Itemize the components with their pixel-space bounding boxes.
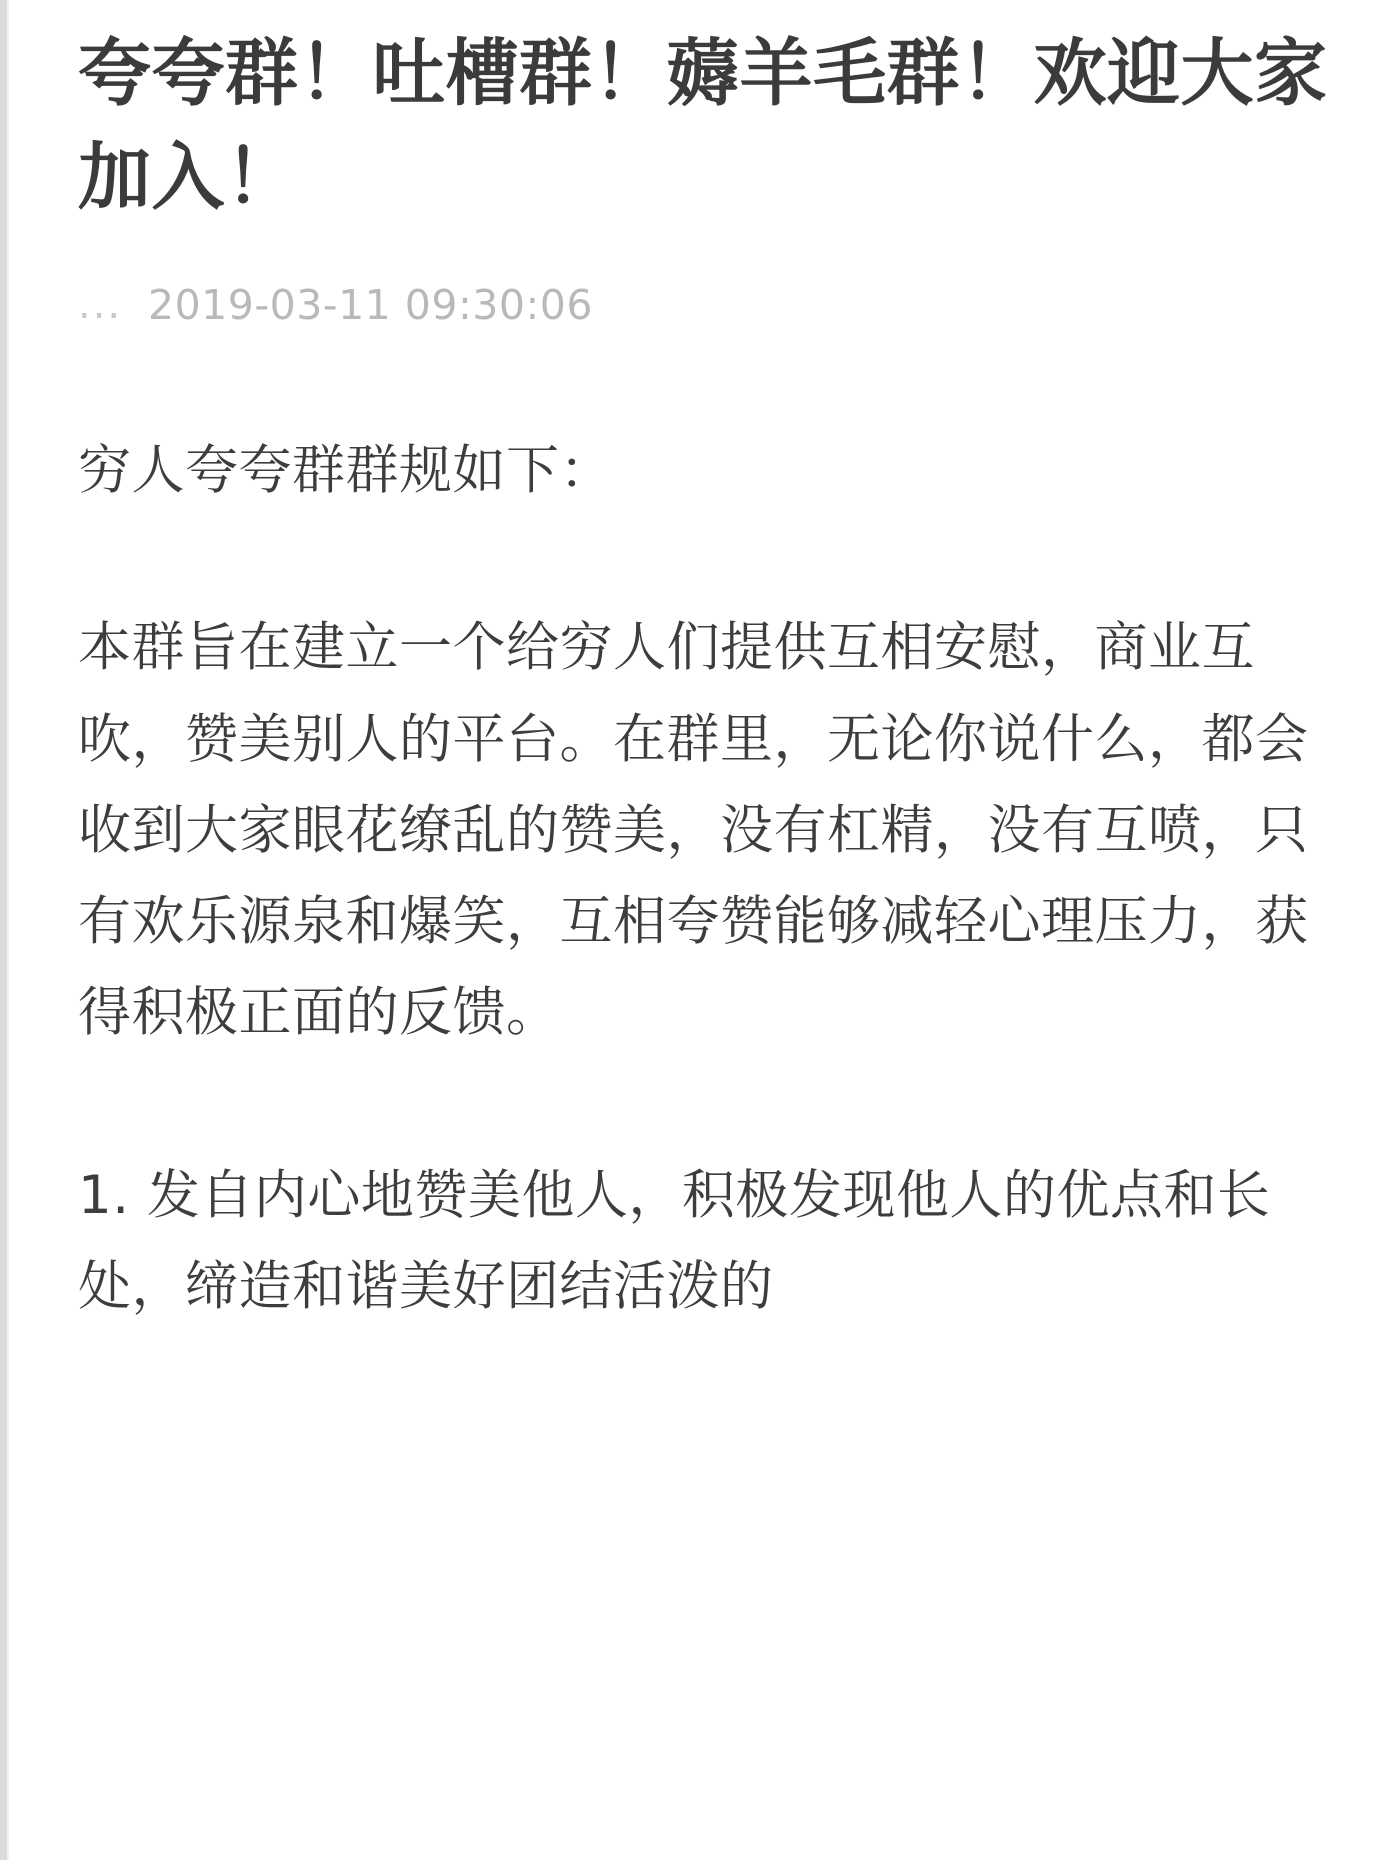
article-meta [78, 281, 1340, 329]
paragraph-text: 本群旨在建立一个给穷人们提供互相安慰，商业互吹，赞美别人的平台。在群里，无论你说什么，都会收到大家眼花缭乱的赞美，没有杠精，没有互喷，只有欢乐源泉和爆笑，互相夸赞能够减轻心理压力，获得积极正面的反馈。 [78, 617, 1309, 1044]
article-paragraph-intro [78, 602, 1340, 1058]
publish-timestamp: 2019-03-11 09:30:06 [148, 281, 593, 330]
author-name: ... [78, 282, 123, 329]
paragraph-text: 穷人夸夸群群规如下： [78, 440, 613, 502]
article-paragraph-lead [78, 425, 1340, 516]
article-paragraph-rule-1 [78, 1150, 1340, 1332]
paragraph-text: 1. 发自内心地赞美他人，积极发现他人的优点和长处，缔造和谐美好团结活泼的 [78, 1165, 1271, 1318]
page-title: 夸夸群！吐槽群！薅羊毛群！欢迎大家加入！ [78, 31, 1328, 220]
